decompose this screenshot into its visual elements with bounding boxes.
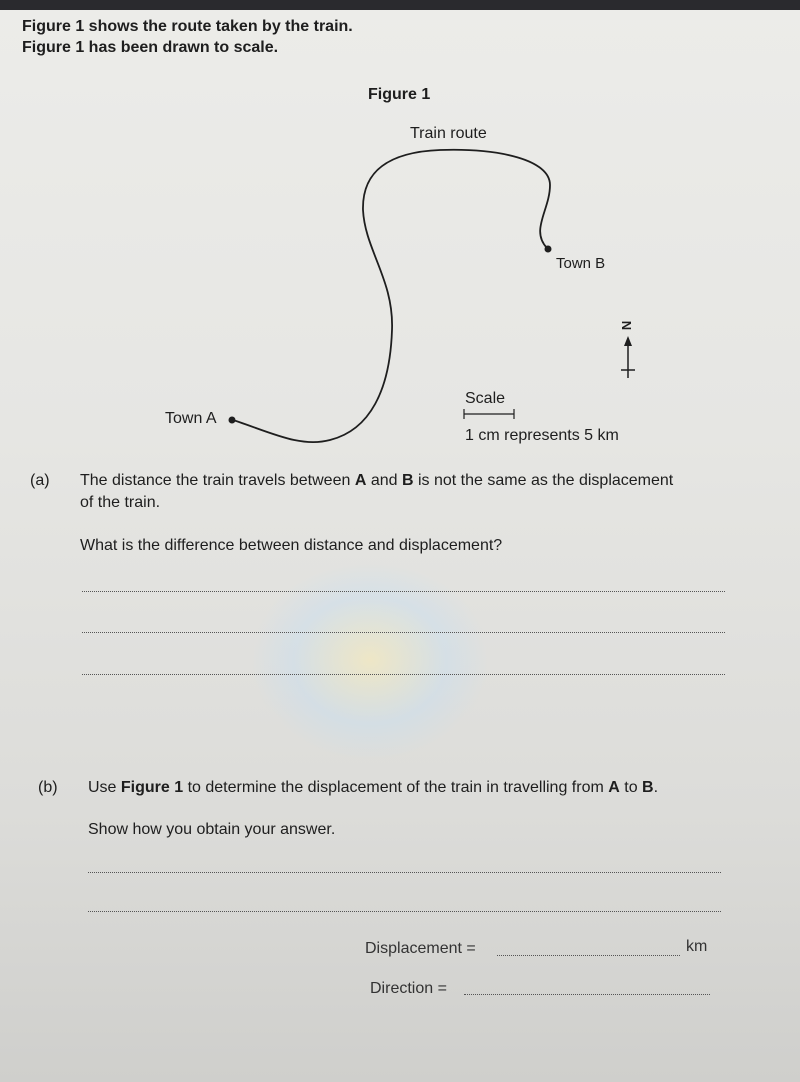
town-a-dot <box>229 417 236 424</box>
scale-title: Scale <box>465 390 506 407</box>
figure-title: Figure 1 <box>368 86 431 103</box>
town-a-label: Town A <box>165 410 217 427</box>
displacement-label: Displacement = <box>365 940 476 957</box>
part-b-letter-a: A <box>608 779 620 796</box>
north-arrow-icon <box>621 336 635 378</box>
town-b-text: Town B <box>556 255 606 272</box>
intro-figure-ref-2: Figure 1 <box>22 39 85 56</box>
part-b-letter-b: B <box>642 779 654 796</box>
train-route-line <box>233 150 550 442</box>
part-b-show-text: Show how you obtain your answer. <box>88 821 336 838</box>
intro-line-1-text: shows the route taken by the train. <box>84 18 353 35</box>
part-b-figure-ref: Figure 1 <box>120 779 184 796</box>
scale-text: 1 cm represents 5 km <box>465 427 619 444</box>
part-b-text <box>88 779 658 797</box>
part-a-label: (a) <box>30 472 50 489</box>
part-b-text-end: . <box>653 779 659 796</box>
answer-line-a-1[interactable] <box>82 591 725 592</box>
part-a-text-line-1 <box>80 472 673 490</box>
displacement-answer-line[interactable] <box>497 955 680 956</box>
scale-bar <box>464 409 514 419</box>
town-b-dot <box>545 246 552 253</box>
part-a-text-pre: The distance the train travels between <box>80 472 355 489</box>
direction-answer-line[interactable] <box>464 994 710 995</box>
direction-label: Direction = <box>370 980 447 997</box>
part-a-letter-b: B <box>401 472 414 489</box>
part-b-label: (b) <box>38 779 58 796</box>
intro-figure-ref-1: Figure 1 <box>22 18 85 35</box>
displacement-unit: km <box>686 938 708 955</box>
part-b-text-to: to <box>619 779 643 796</box>
answer-line-a-3[interactable] <box>82 674 725 675</box>
answer-line-b-1[interactable] <box>88 872 721 873</box>
part-b-text-mid: to determine the displacement of the train in travelling from <box>183 779 609 796</box>
part-a-question: What is the difference between distance and displacement? <box>80 537 503 554</box>
part-a-letter-a: A <box>354 472 367 489</box>
answer-line-b-2[interactable] <box>88 911 721 912</box>
intro-line-2-text: has been drawn to scale. <box>84 39 279 56</box>
north-label: N <box>619 320 635 331</box>
part-a-text-mid: and <box>366 472 402 489</box>
part-a-text-line-2: of the train. <box>80 494 161 511</box>
answer-line-a-2[interactable] <box>82 632 725 633</box>
route-label: Train route <box>410 125 487 142</box>
part-b-text-pre: Use <box>88 779 121 796</box>
part-a-text-post: is not the same as the displacement <box>413 472 674 489</box>
